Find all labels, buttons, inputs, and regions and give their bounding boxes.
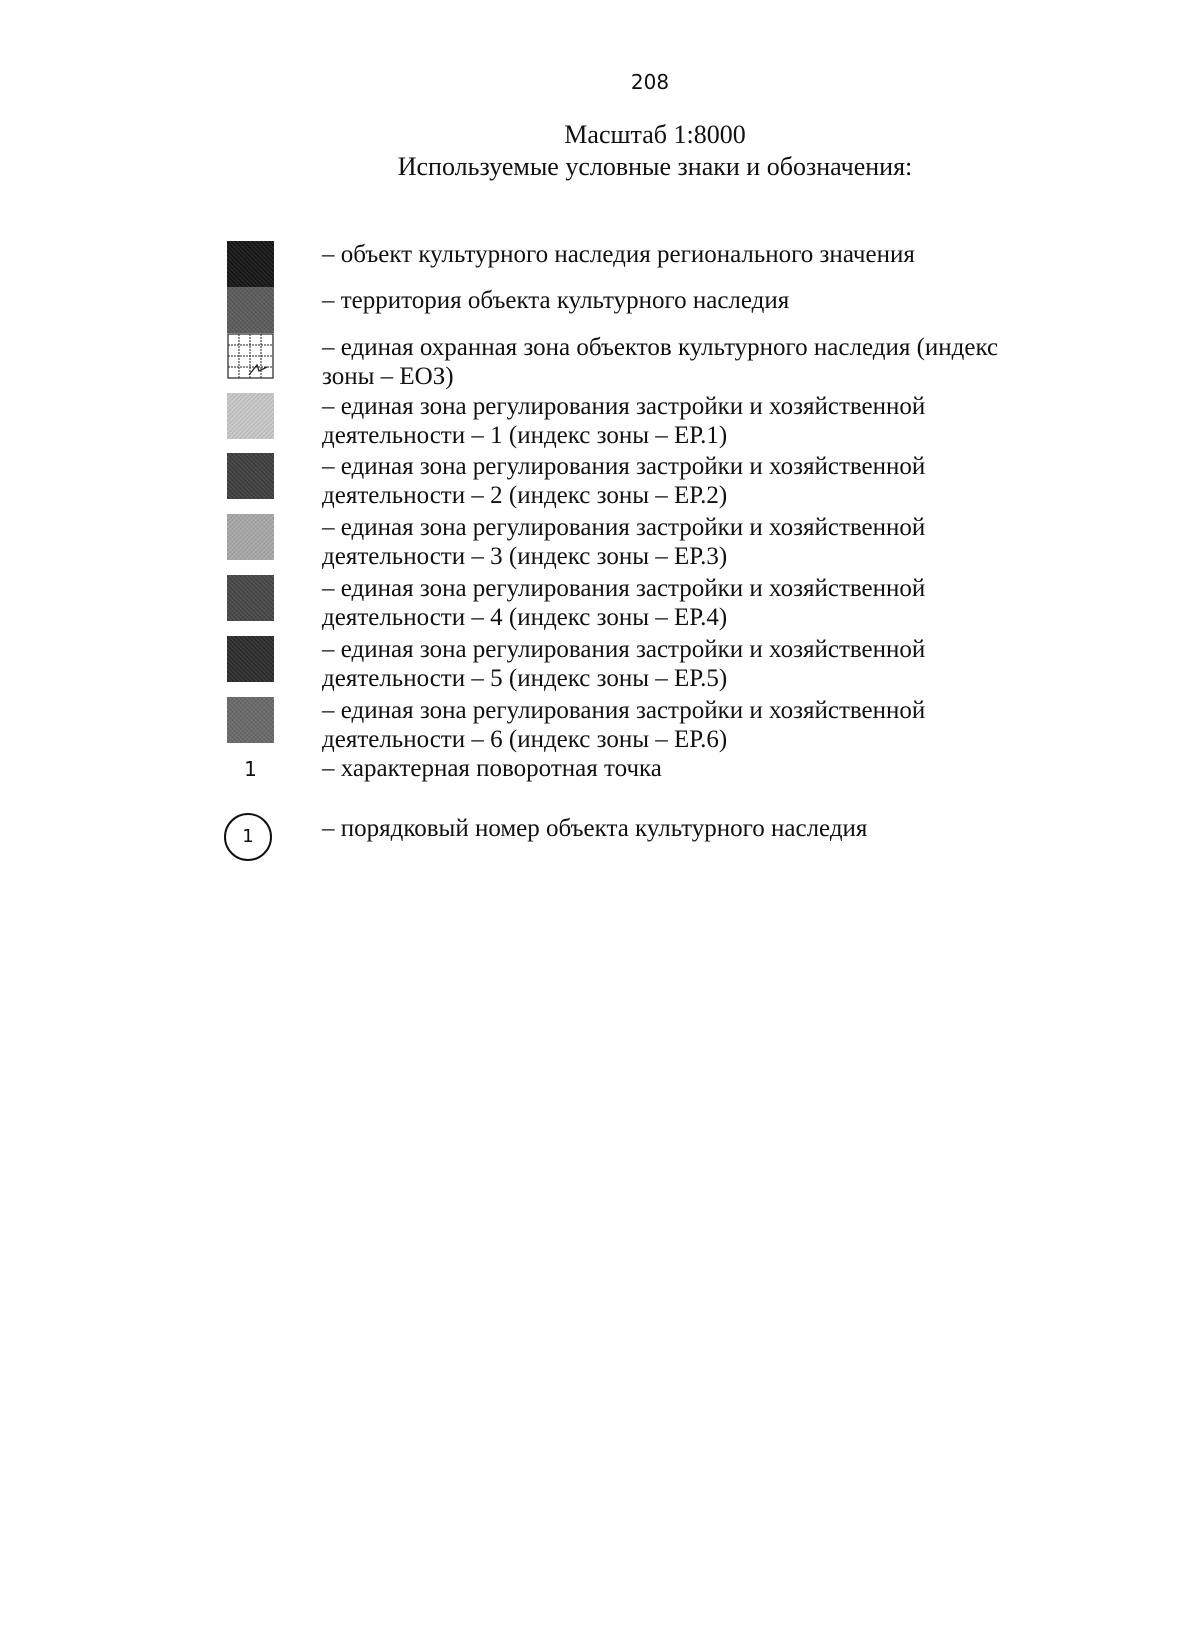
legend-swatch-zone-ep6 <box>227 697 274 743</box>
page-number: 208 <box>630 70 670 94</box>
legend-text-heritage-number: – порядковый номер объекта культурного наследия <box>322 815 868 842</box>
legend-symbol-turning-point: 1 <box>244 757 257 781</box>
legend-symbol-circled-number: 1 <box>224 813 272 861</box>
legend-swatch-zone-ep2 <box>227 453 274 499</box>
legend-swatch-zone-ep4 <box>227 575 274 621</box>
map-scale: Масштаб 1:8000 <box>564 120 746 149</box>
legend-text-zone-ep6: – единая зона регулирования застройки и хозяйственной деятельности – 6 (индекс зоны – ЕР.6) <box>322 697 926 753</box>
legend-text-heritage-object: – объект культурного наследия регионального значения <box>322 241 915 268</box>
legend-swatch-heritage-object <box>227 241 274 287</box>
legend-text-zone-ep1: – единая зона регулирования застройки и хозяйственной деятельности – 1 (индекс зоны – ЕР.1) <box>322 393 926 449</box>
legend-swatch-zone-ep5 <box>227 636 274 682</box>
legend-text-zone-ep2: – единая зона регулирования застройки и хозяйственной деятельности – 2 (индекс зоны – ЕР.2) <box>322 453 926 509</box>
legend-swatch-heritage-territory <box>227 287 274 333</box>
legend-text-protection-zone: – единая охранная зона объектов культурного наследия (индекс зоны – ЕОЗ) <box>322 334 999 390</box>
legend-text-turning-point: – характерная поворотная точка <box>322 755 662 782</box>
legend-text-zone-ep3: – единая зона регулирования застройки и хозяйственной деятельности – 3 (индекс зоны – ЕР.3) <box>322 514 926 570</box>
legend-text-zone-ep4: – единая зона регулирования застройки и хозяйственной деятельности – 4 (индекс зоны – ЕР.4) <box>322 575 926 631</box>
legend-text-zone-ep5: – единая зона регулирования застройки и хозяйственной деятельности – 5 (индекс зоны – ЕР.5) <box>322 636 926 692</box>
legend-swatch-zone-ep1 <box>227 393 274 439</box>
legend-title: Используемые условные знаки и обозначения: <box>397 152 913 181</box>
legend-swatch-protection-zone-grid <box>227 333 274 379</box>
legend-text-heritage-territory: – территория объекта культурного наследия <box>322 287 790 314</box>
legend-swatch-zone-ep3 <box>227 514 274 560</box>
